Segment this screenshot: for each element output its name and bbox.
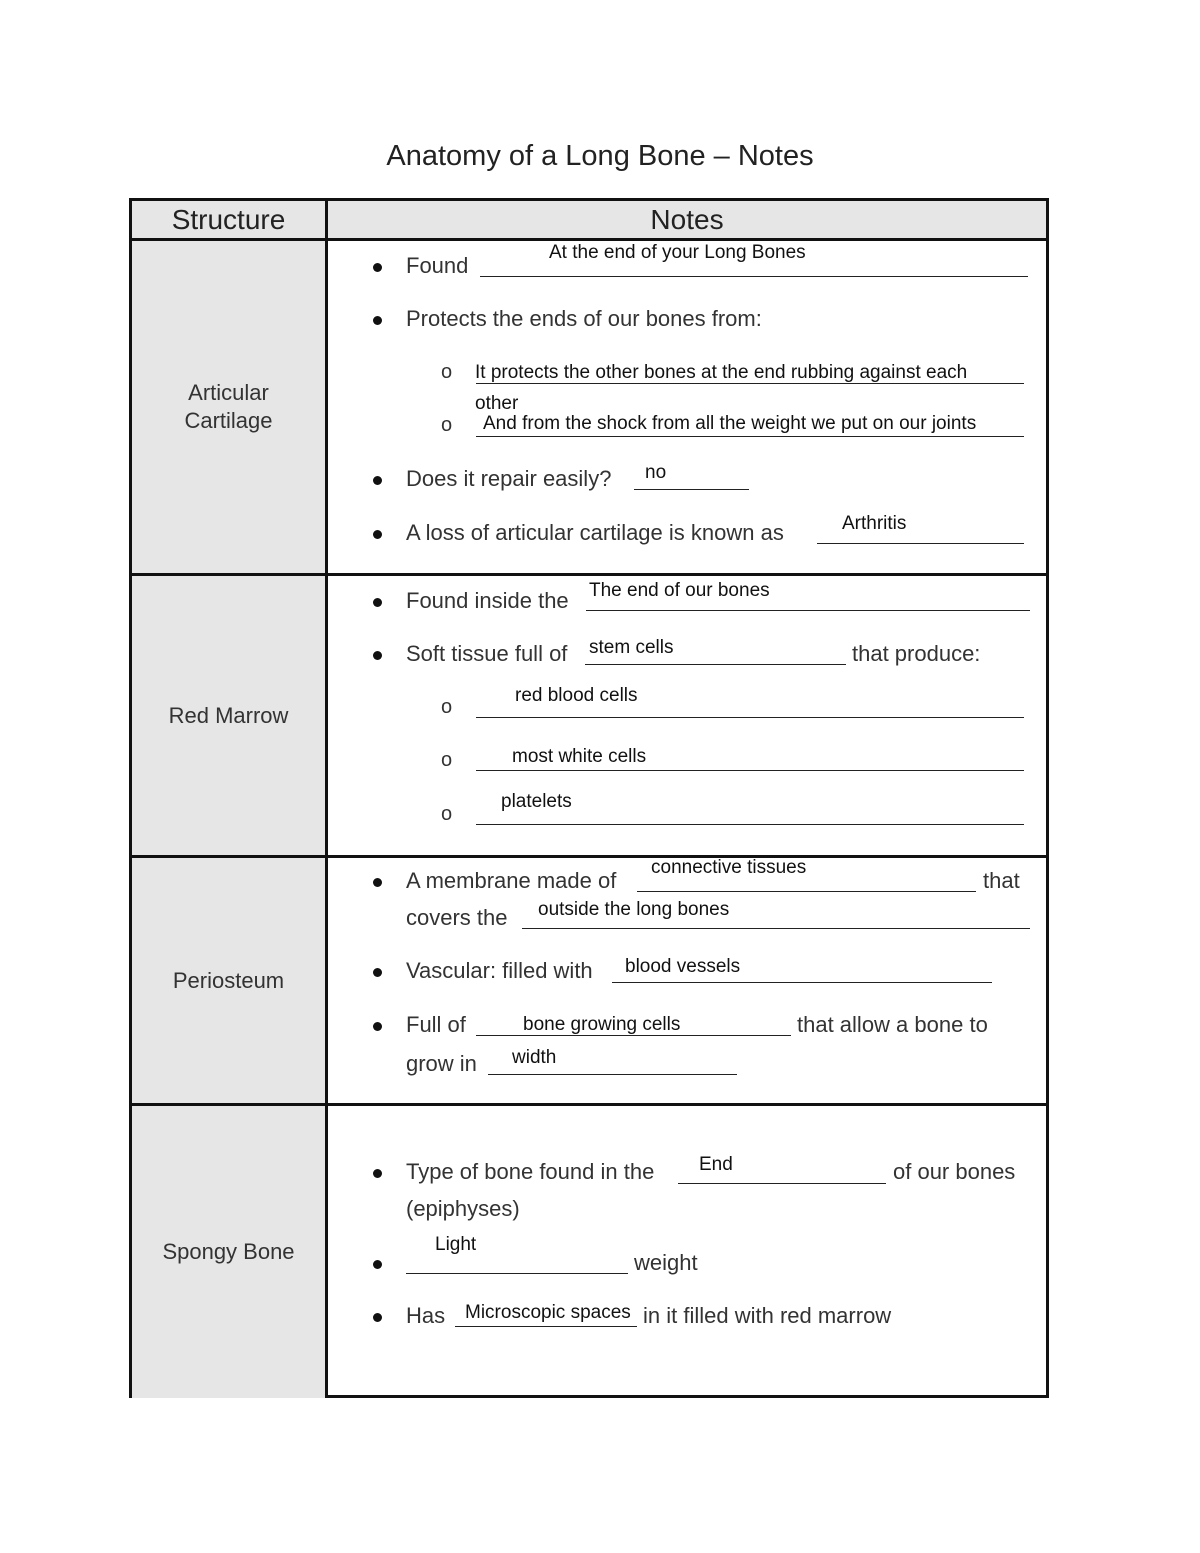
membrane-label: A membrane made of [406, 868, 617, 893]
membrane-answer: connective tissues [651, 857, 807, 878]
structure-spongy-bone: Spongy Bone [132, 1106, 325, 1398]
type-answer: End [699, 1154, 733, 1175]
protect1-continued: other [475, 393, 519, 414]
header-notes: Notes [328, 201, 1046, 241]
row-divider [132, 573, 1046, 576]
bullet-icon [373, 1313, 382, 1322]
sub-bullet-icon: o [441, 361, 453, 383]
found-answer: At the end of your Long Bones [549, 242, 806, 263]
membrane-blank [637, 891, 976, 892]
light-answer: Light [435, 1234, 477, 1255]
covers-blank [522, 928, 1030, 929]
protect2-answer: And from the shock from all the weight we put on our joints [483, 413, 977, 434]
sub-bullet-icon: o [441, 696, 453, 718]
sub-bullet-icon: o [441, 414, 453, 436]
found-label: Found [406, 253, 469, 278]
bullet-icon [373, 476, 382, 485]
epiphyses-label: (epiphyses) [406, 1196, 520, 1221]
row-divider [132, 1103, 1046, 1106]
full-label: Full of [406, 1012, 466, 1037]
structure-periosteum: Periosteum [132, 858, 325, 1103]
produce3-answer: platelets [501, 791, 572, 812]
repair-answer: no [645, 462, 667, 483]
sub-bullet-icon: o [441, 803, 453, 825]
bullet-icon [373, 263, 382, 272]
produce1-blank [476, 717, 1024, 718]
has-tail: in it filled with red marrow [643, 1303, 892, 1328]
loss-blank [817, 543, 1024, 544]
bullet-icon [373, 968, 382, 977]
structure-red-marrow: Red Marrow [132, 576, 325, 855]
bullet-icon [373, 1169, 382, 1178]
bullet-icon [373, 651, 382, 660]
grow-blank [488, 1074, 737, 1075]
type-label: Type of bone found in the [406, 1159, 655, 1184]
produce3-blank [476, 824, 1024, 825]
bullet-icon [373, 598, 382, 607]
repair-blank [634, 489, 749, 490]
inside-answer: The end of our bones [589, 580, 770, 601]
row-divider [132, 855, 1046, 858]
bullet-icon [373, 1022, 382, 1031]
bullet-icon [373, 878, 382, 887]
structure-articular-cartilage: Articular Cartilage [132, 241, 325, 573]
header-structure: Structure [132, 201, 325, 241]
vascular-label: Vascular: filled with [406, 958, 593, 983]
protects-label: Protects the ends of our bones from: [406, 306, 762, 331]
sub-bullet-icon: o [441, 749, 453, 771]
bullet-icon [373, 1260, 382, 1269]
produce2-blank [476, 770, 1024, 771]
has-blank [455, 1326, 637, 1327]
loss-label: A loss of articular cartilage is known as [406, 520, 784, 545]
found-blank [480, 276, 1028, 277]
has-answer: Microscopic spaces [465, 1302, 631, 1323]
repair-label: Does it repair easily? [406, 466, 612, 491]
type-tail: of our bones [893, 1159, 1016, 1184]
produce-label: that produce: [852, 641, 981, 666]
vascular-answer: blood vessels [625, 956, 741, 977]
bullet-icon [373, 530, 382, 539]
inside-label: Found inside the [406, 588, 569, 613]
vascular-blank [612, 982, 992, 983]
soft-label: Soft tissue full of [406, 641, 568, 666]
bullet-icon [373, 316, 382, 325]
soft-blank [585, 664, 846, 665]
has-label: Has [406, 1303, 446, 1328]
page-title: Anatomy of a Long Bone – Notes [386, 140, 814, 172]
inside-blank [586, 610, 1030, 611]
covers-label: covers the [406, 905, 508, 930]
produce2-answer: most white cells [512, 746, 647, 767]
weight-label: weight [634, 1250, 698, 1275]
allow-label: that allow a bone to [797, 1012, 988, 1037]
covers-answer: outside the long bones [538, 899, 730, 920]
full-answer: bone growing cells [523, 1014, 681, 1035]
column-divider [325, 201, 328, 1395]
loss-answer: Arthritis [842, 513, 907, 534]
protect1-answer: It protects the other bones at the end rubbing against each [475, 362, 968, 383]
protect2-blank [476, 436, 1024, 437]
grow-answer: width [512, 1047, 557, 1068]
light-blank [406, 1273, 628, 1274]
type-blank [678, 1183, 886, 1184]
soft-answer: stem cells [589, 637, 674, 658]
produce1-answer: red blood cells [515, 685, 638, 706]
that-label: that [983, 868, 1020, 893]
grow-label: grow in [406, 1051, 477, 1076]
